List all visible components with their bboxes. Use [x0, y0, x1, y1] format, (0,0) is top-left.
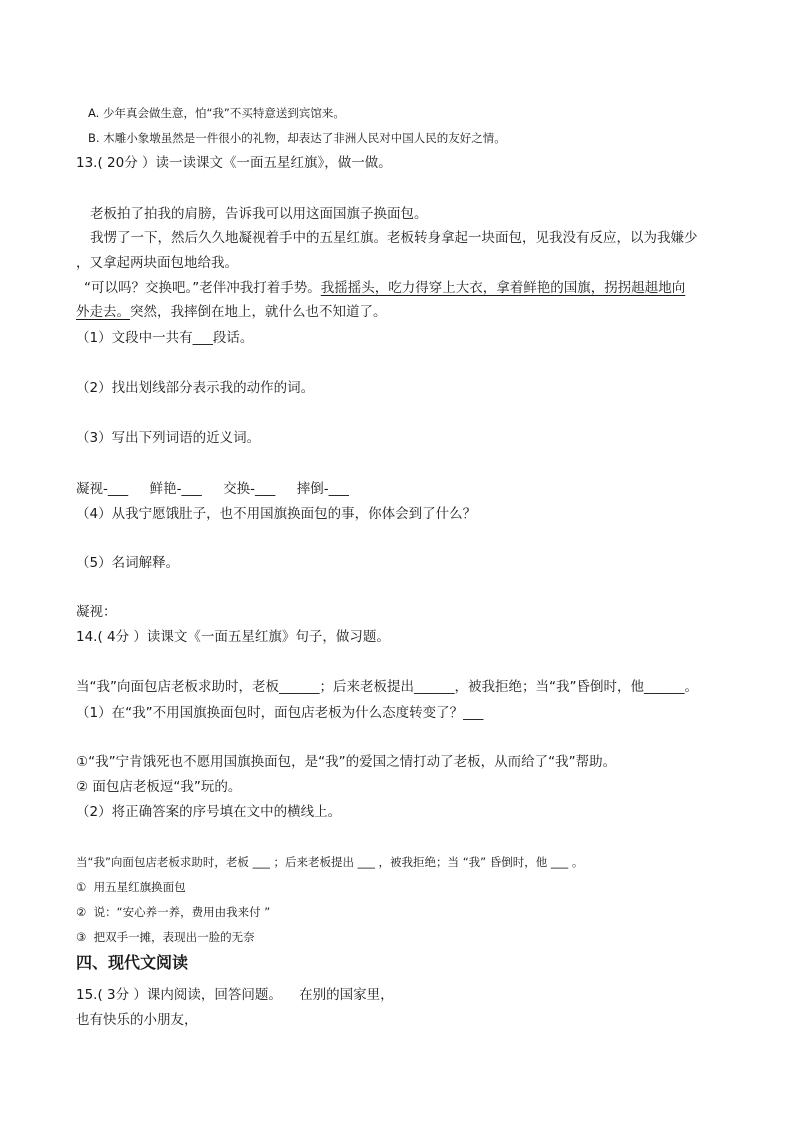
- section-4-title: 四、现代文阅读: [76, 953, 189, 972]
- q13-paragraph-3-line-2: [76, 304, 387, 321]
- q13-underlined-action-end: 外走去。: [76, 304, 130, 320]
- q13-paragraph-2-line-1: 我愣了一下，然后久久地凝视着手中的五星红旗。老板转身拿起一块面包，见我没有反应，以为我嫌少: [90, 230, 698, 246]
- q14-choice-1: ① 用五星红旗换面包: [76, 880, 186, 894]
- q15-header: 15.( 3分 ）课内阅读，回答问题。 在别的国家里，: [76, 987, 394, 1003]
- q13-sub-4: （4）从我宁愿饿肚子，也不用国旗换面包的事，你体会到了什么？: [76, 506, 477, 522]
- q14-option-2: ② 面包店老板逗“我”玩的。: [76, 779, 242, 795]
- q14-sub-1: （1）在“我”不用国旗换面包时，面包店老板为什么态度转变了？___: [76, 705, 484, 721]
- q12-option-b: B. 木雕小象墩虽然是一件很小的礼物，却表达了非洲人民对中国人民的友好之情。: [88, 131, 506, 145]
- q14-header: 14.( 4分 ）读课文《一面五星红旗》句子，做习题。: [76, 629, 390, 645]
- q14-choice-2: ② 说：“安心养一养，费用由我来付 ”: [76, 905, 271, 919]
- q13-paragraph-2-line-2: ，又拿起两块面包地给我。: [76, 255, 238, 271]
- q13-term-label: 凝视：: [76, 604, 117, 620]
- q14-sentence-2: 当“我”向面包店老板求助时，老板 ___ ；后来老板提出 ___ ，被我拒绝；当 “我” 昏倒时，他 ___ 。: [76, 855, 584, 869]
- q14-sentence: 当“我”向面包店老板求助时，老板______；后来老板提出______，被我拒绝；当“我”昏倒时，他______。: [76, 679, 698, 695]
- q13-paragraph-3-tail: 突然，我摔倒在地上，就什么也不知道了。: [130, 304, 387, 320]
- q14-option-1: ①“我”宁肯饿死也不愿用国旗换面包，是“我”的爱国之情打动了老板，从而给了“我”帮助。: [76, 754, 617, 770]
- q14-sub-2: （2）将正确答案的序号填在文中的横线上。: [76, 804, 342, 820]
- q13-sub-2: （2）找出划线部分表示我的动作的词。: [76, 380, 315, 396]
- q13-header: 13.( 20分 ）读一读课文《一面五星红旗》，做一做。: [76, 155, 392, 171]
- q14-choice-3: ③ 把双手一摊，表现出一脸的无奈: [76, 930, 255, 944]
- q13-underlined-action: 我摇摇头，吃力得穿上大衣，拿着鲜艳的国旗，拐拐趄趄地向: [320, 280, 686, 296]
- q13-sub-5: （5）名词解释。: [76, 555, 180, 571]
- q13-sub-3: （3）写出下列词语的近义词。: [76, 430, 261, 446]
- q12-option-a: A. 少年真会做生意，怕“我”不买特意送到宾馆来。: [88, 106, 345, 120]
- q13-paragraph-3-text: “可以吗？交换吧。”老伴冲我打着手势。: [84, 280, 321, 296]
- q13-sub-1: （1）文段中一共有___段话。: [76, 330, 254, 346]
- q13-paragraph-3-line-1: [84, 280, 685, 297]
- q13-synonym-words: 凝视-___ 鲜艳-___ 交换-___ 摔倒-___: [76, 481, 349, 497]
- q13-paragraph-1: 老板拍了拍我的肩膀，告诉我可以用这面国旗子换面包。: [90, 206, 428, 222]
- q15-line-2: 也有快乐的小朋友，: [76, 1012, 198, 1028]
